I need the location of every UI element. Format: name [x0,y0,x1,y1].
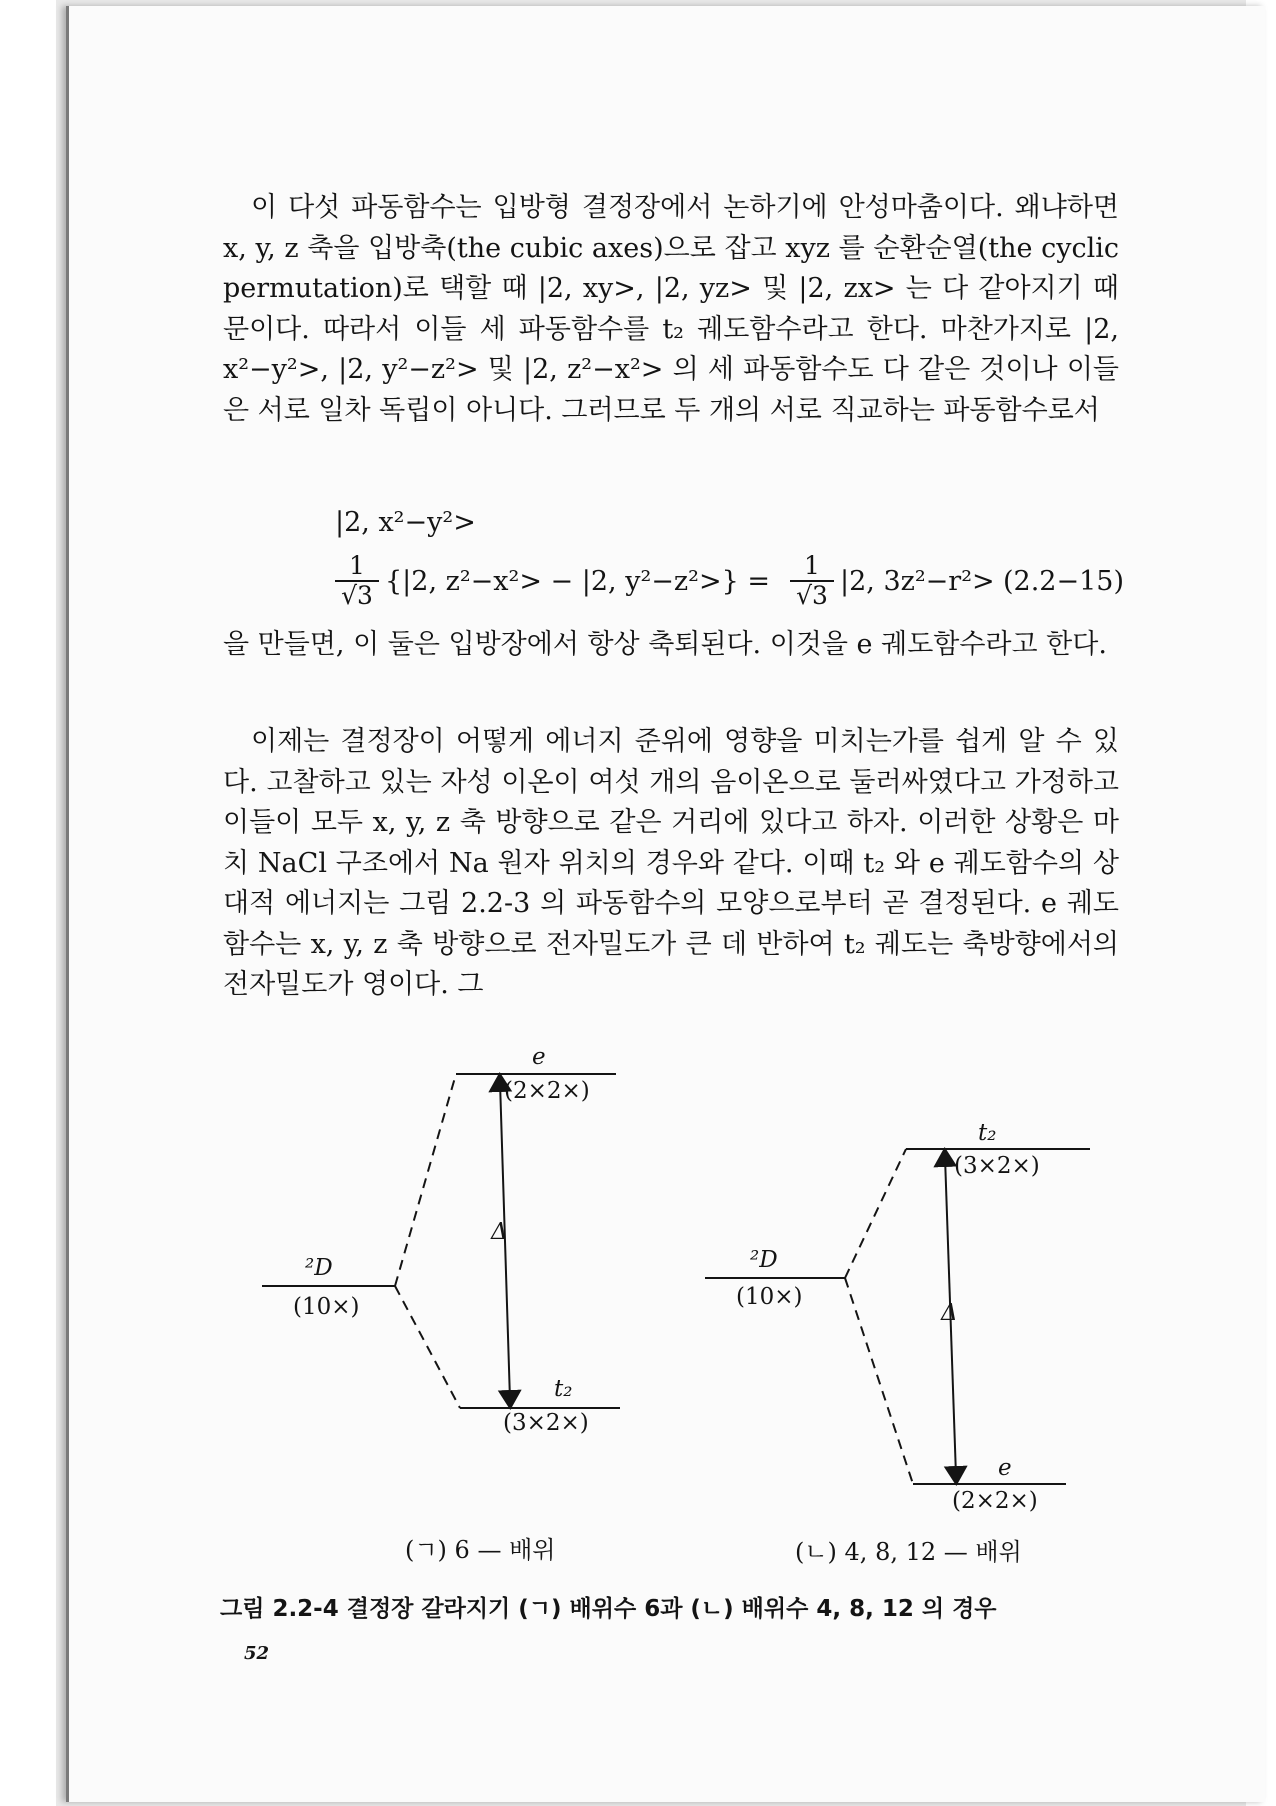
left-delta-label: Δ [491,1219,508,1245]
right-upper-label: t₂ [978,1120,997,1146]
equation-number: (2.2−15) [1003,566,1124,597]
right-lower-connector [845,1278,913,1484]
left-lower-degeneracy: (3×2×) [503,1410,589,1436]
left-upper-degeneracy: (2×2×) [504,1078,590,1104]
equation-middle: {|2, z²−x²> − |2, y²−z²>} = [385,566,770,597]
right-upper-connector [845,1149,906,1278]
right-ground-term: ²D [750,1247,778,1273]
left-ground-term: ²D [305,1255,333,1281]
equation-rhs: |2, 3z²−r²> [840,566,995,597]
fraction-numerator: 1 [790,552,834,582]
fraction-denominator: √3 [796,581,828,610]
left-upper-connector [395,1074,456,1286]
left-upper-label: e [532,1044,546,1070]
left-subcaption: (ㄱ) 6 — 배위 [405,1536,556,1564]
right-delta-label: Δ [941,1300,958,1326]
right-lower-label: e [998,1455,1012,1481]
left-ground-degeneracy: (10×) [293,1294,360,1320]
left-lower-label: t₂ [554,1376,573,1402]
figure-caption: 그림 2.2-4 결정장 갈라지기 (ㄱ) 배위수 6과 (ㄴ) 배위수 4, 8, 12 의 경우 [220,1596,997,1622]
page-number: 52 [244,1643,270,1664]
left-lower-connector [395,1286,460,1408]
right-ground-degeneracy: (10×) [736,1284,803,1310]
right-lower-degeneracy: (2×2×) [952,1488,1038,1514]
right-upper-degeneracy: (3×2×) [954,1153,1040,1179]
paragraph-3: 이제는 결정장이 어떻게 에너지 준위에 영향을 미치는가를 쉽게 알 수 있다. 고찰하고 있는 자성 이온이 여섯 개의 음이온으로 둘러싸였다고 가정하고 이들이 모두 x, y, z 축 방향으로 같은 거리에 있다고 하자. 이러한 상황은 마치 NaCl 구조에서 Na 원자 위치의 경우와 같다. 이때 t₂ 와 e 궤도함수의 상대적 에너지는 그림 2.2-3 의 파동함수의 모양으로부터 곧 결정된다. e 궤도함수는 x, y, z 축 방향으로 전자밀도가 큰 데 반하여 t₂ 궤도는 축방향에서의 전자밀도가 영이다. 그 [223,726,1119,1000]
paragraph-2: 을 만들면, 이 둘은 입방장에서 항상 축퇴된다. 이것을 e 궤도함수라고 한다. [223,629,1107,660]
equation-line-1: |2, x²−y²> [335,507,476,538]
fraction-denominator: √3 [341,581,373,610]
fraction-numerator: 1 [335,552,379,582]
right-subcaption: (ㄴ) 4, 8, 12 — 배위 [795,1538,1022,1566]
paragraph-1: 이 다섯 파동함수는 입방형 결정장에서 논하기에 안성마춤이다. 왜냐하면 x, y, z 축을 입방축(the cubic axes)으로 잡고 xyz 를 순환순열(the cyclic permutation)로 택할 때 |2, xy>, |2, yz> 및 |2, zx> 는 다 같아지기 때문이다. 따라서 이들 세 파동함수를 t₂ 궤도함수라고 한다. 마찬가지로 |2, x²−y²>, |2, y²−z²> 및 |2, z²−x²> 의 세 파동함수도 다 같은 것이나 이들은 서로 일차 독립이 아니다. 그러므로 두 개의 서로 직교하는 파동함수로서 [223,192,1119,426]
